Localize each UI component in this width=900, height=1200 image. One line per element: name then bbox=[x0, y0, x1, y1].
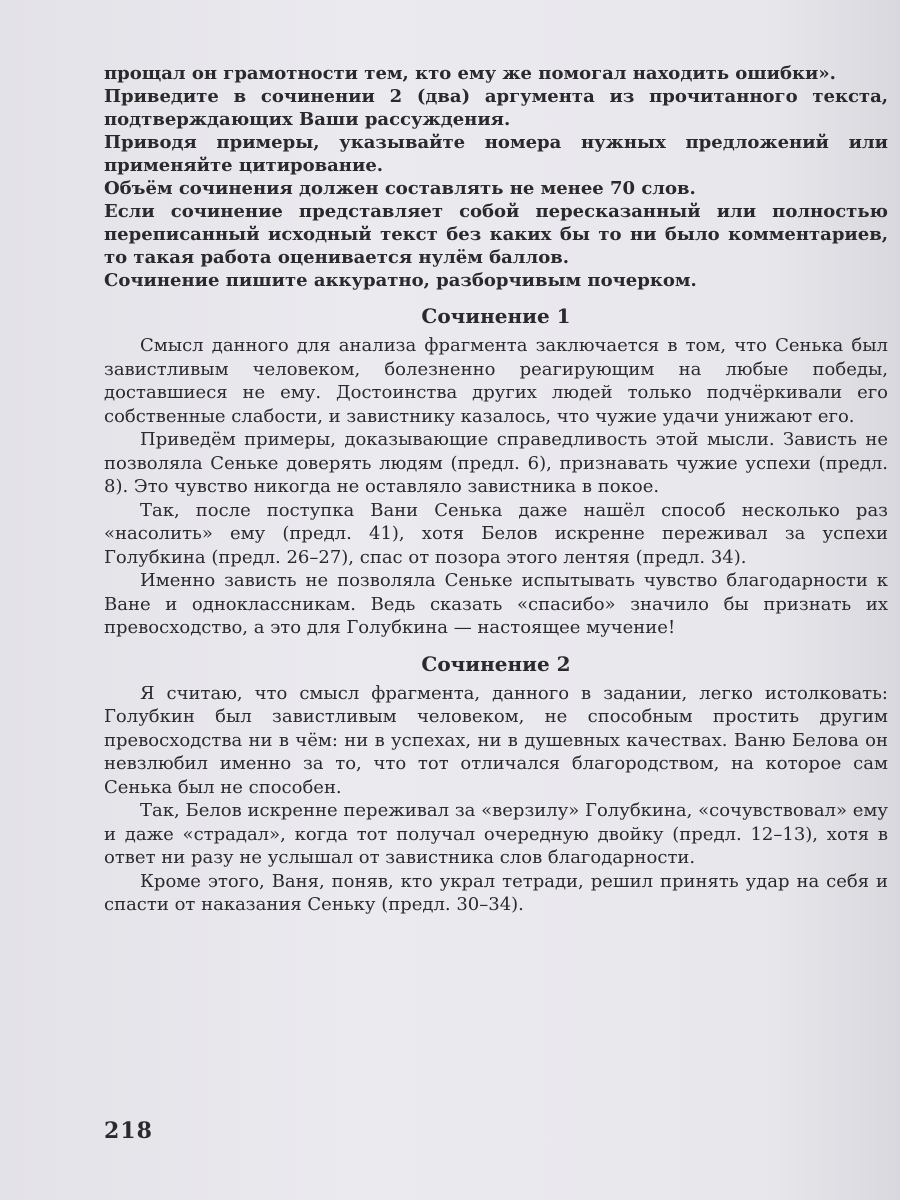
task-line: Сочинение пишите аккуратно, разборчивым почерком. bbox=[104, 270, 697, 291]
task-line: Приводя примеры, указывайте номера нужных предложений или применяйте цитирование. bbox=[104, 132, 888, 176]
essay-2-title: Сочинение 2 bbox=[421, 651, 571, 676]
essay-paragraph: Кроме этого, Ваня, поняв, кто украл тетради, решил принять удар на себя и спасти от наказания Сеньку (предл. 30–34). bbox=[104, 870, 888, 915]
essay-paragraph: Именно зависть не позволяла Сеньке испытывать чувство благодарности к Ване и одноклассникам. Ведь сказать «спасибо» значило бы признать их превосходство, а это для Голубкина — настоящее мучение! bbox=[104, 570, 888, 638]
task-line: Если сочинение представляет собой пересказанный или полностью переписанный исходный текст без каких бы то ни было комментариев, то такая работа оценивается нулём баллов. bbox=[104, 201, 888, 268]
essay-paragraph: Так, после поступка Вани Сенька даже нашёл способ несколько раз «насолить» ему (предл. 41), хотя Белов искренне переживал за успехи Голубкина (предл. 26–27), спас от позора этого лентяя (предл. 34). bbox=[104, 499, 888, 568]
essay-paragraph: Приведём примеры, доказывающие справедливость этой мысли. Зависть не позволяла Сеньке доверять людям (предл. 6), признавать чужие успехи (предл. 8). Это чувство никогда не оставляло завистника в покое. bbox=[104, 429, 888, 497]
page-content bbox=[104, 62, 888, 917]
page-number: 218 bbox=[104, 1118, 153, 1144]
task-line: Объём сочинения должен составлять не менее 70 слов. bbox=[104, 178, 696, 199]
essay-1 bbox=[104, 304, 888, 640]
essay-2 bbox=[104, 652, 888, 917]
essay-paragraph: Смысл данного для анализа фрагмента заключается в том, что Сенька был завистливым человеком, болезненно реагирующим на любые победы, доставшиеся не ему. Достоинства других людей только подчёркивали его собственные слабости, и завистнику казалось, что чужие удачи унижают его. bbox=[104, 335, 888, 427]
task-instructions bbox=[104, 62, 888, 292]
essay-paragraph: Я считаю, что смысл фрагмента, данного в задании, легко истолковать: Голубкин был завистливым человеком, не способным простить другим превосходства ни в чём: ни в успехах, ни в душевных качествах. Ваню Белова он невзлюбил именно за то, что тот отличался благородством, на которое сам Сенька был не способен. bbox=[104, 682, 888, 798]
essay-1-title: Сочинение 1 bbox=[421, 304, 571, 328]
essay-paragraph: Так, Белов искренне переживал за «верзилу» Голубкина, «сочувствовал» ему и даже «страдал», когда тот получал очередную двойку (предл. 12–13), хотя в ответ ни разу не услышал от завистника слов благодарности. bbox=[104, 800, 888, 868]
task-line: прощал он грамотности тем, кто ему же помогал находить ошибки». bbox=[104, 63, 836, 84]
task-line: Приведите в сочинении 2 (два) аргумента из прочитанного текста, подтверждающих Ваши рассуждения. bbox=[104, 86, 888, 130]
